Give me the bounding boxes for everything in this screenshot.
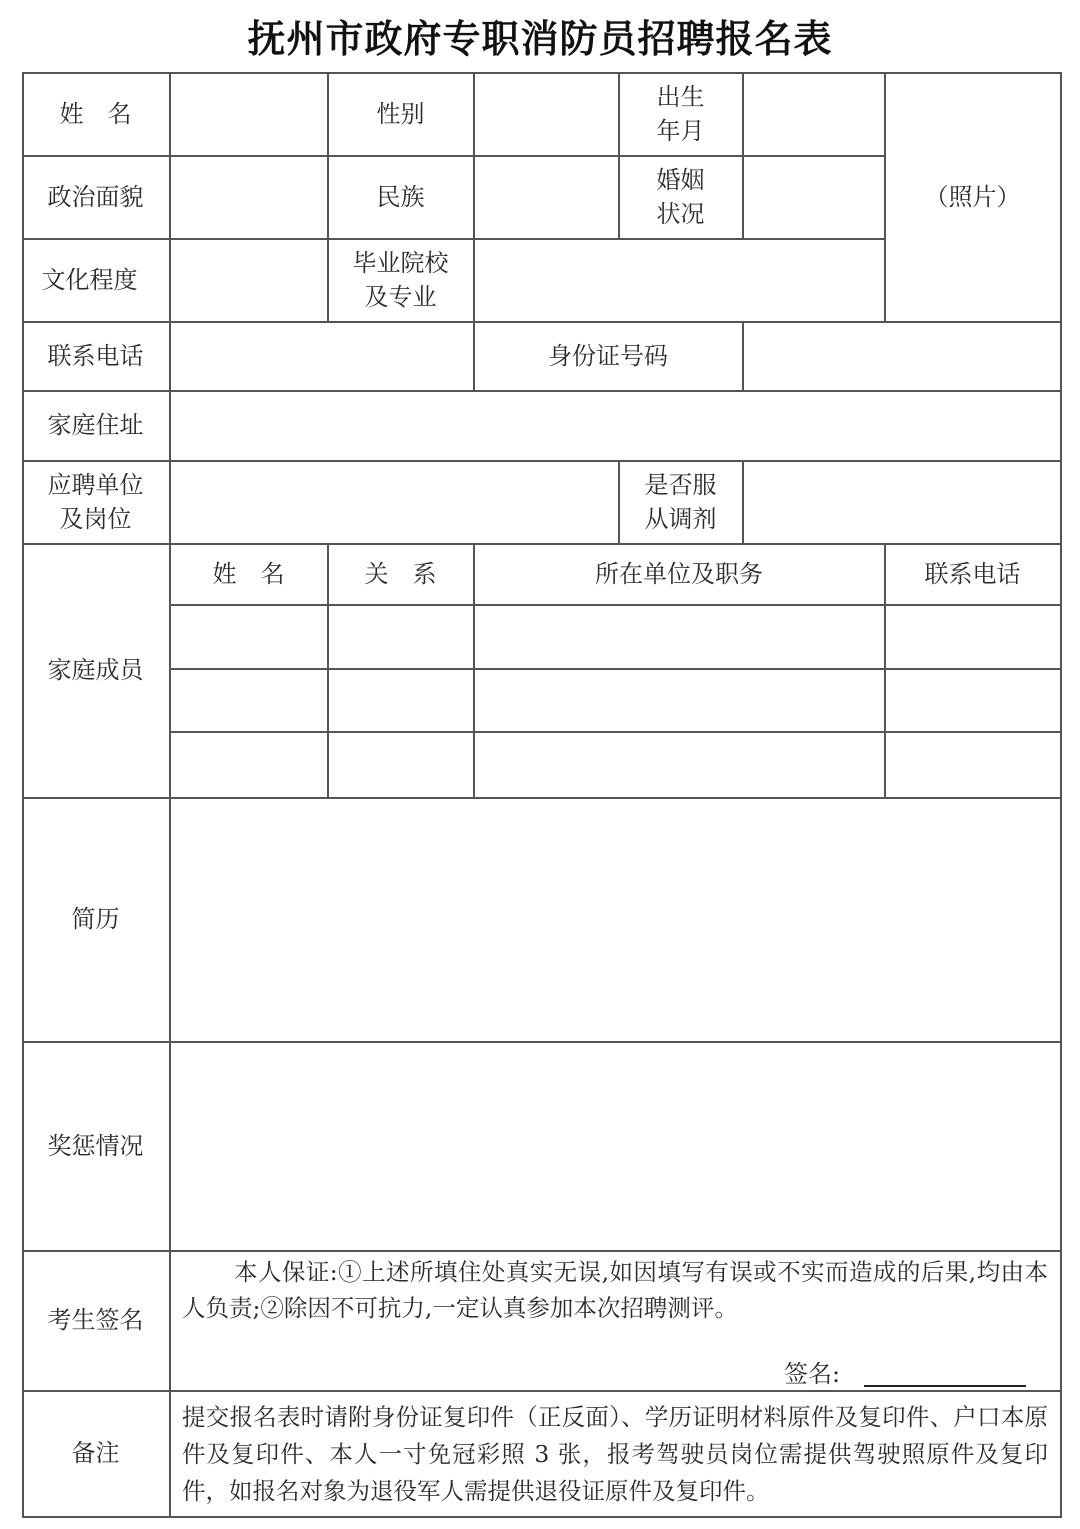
- field-birth[interactable]: [743, 72, 884, 155]
- label-id-number: 身份证号码: [548, 341, 668, 370]
- family-row-2-phone[interactable]: [885, 669, 1060, 731]
- family-header-work: 所在单位及职务: [595, 559, 763, 588]
- family-header-relation: 关 系: [364, 559, 437, 588]
- family-row-1-name[interactable]: [170, 605, 327, 668]
- label-resume: 简历: [71, 905, 120, 933]
- family-row-2-relation[interactable]: [328, 669, 473, 731]
- label-remarks: 备注: [71, 1439, 120, 1467]
- label-marital: 婚姻 状况: [656, 165, 705, 228]
- field-marital[interactable]: [743, 155, 884, 238]
- label-birth: 出生 年月: [656, 82, 705, 145]
- label-ethnicity: 民族: [376, 182, 425, 211]
- field-id-number[interactable]: [743, 321, 1060, 390]
- label-school: 毕业院校 及专业: [352, 248, 449, 311]
- label-name: 姓 名: [59, 99, 132, 128]
- label-address: 家庭住址: [47, 411, 144, 439]
- family-row-3-relation[interactable]: [328, 732, 473, 797]
- field-name[interactable]: [170, 72, 327, 155]
- field-obey[interactable]: [743, 460, 1060, 543]
- field-resume[interactable]: [170, 797, 1060, 1041]
- family-row-3-name[interactable]: [170, 732, 327, 797]
- label-position: 应聘单位 及岗位: [47, 470, 144, 533]
- family-header-phone: 联系电话: [924, 559, 1021, 588]
- photo-box: （照片）: [924, 182, 1021, 211]
- family-header-name: 姓 名: [212, 559, 285, 588]
- signature-line[interactable]: [864, 1385, 1026, 1387]
- family-row-3-phone[interactable]: [885, 732, 1060, 797]
- field-education[interactable]: [170, 238, 327, 321]
- label-gender: 性别: [376, 99, 425, 128]
- sign-label: 签名:: [784, 1360, 841, 1388]
- family-row-2-work[interactable]: [474, 669, 884, 731]
- family-row-1-work[interactable]: [474, 605, 884, 668]
- field-ethnicity[interactable]: [474, 155, 618, 238]
- label-family: 家庭成员: [47, 656, 144, 684]
- field-address[interactable]: [170, 390, 1060, 460]
- pledge-text: 本人保证:①上述所填住处真实无误,如因填写有误或不实而造成的后果,均由本人负责;②除因不可抗力,一定认真参加本次招聘测评。: [182, 1258, 1048, 1322]
- label-phone: 联系电话: [47, 341, 144, 370]
- registration-form-table: [22, 72, 1062, 1518]
- field-phone[interactable]: [170, 321, 473, 390]
- field-school[interactable]: [474, 238, 884, 321]
- label-political: 政治面貌: [47, 182, 144, 211]
- field-position[interactable]: [170, 460, 618, 543]
- family-row-1-relation[interactable]: [328, 605, 473, 668]
- label-education: 文化程度: [41, 265, 138, 294]
- family-row-3-work[interactable]: [474, 732, 884, 797]
- family-row-1-phone[interactable]: [885, 605, 1060, 668]
- label-rewards: 奖惩情况: [47, 1131, 144, 1160]
- field-rewards[interactable]: [170, 1041, 1060, 1250]
- field-gender[interactable]: [474, 72, 618, 155]
- form-title: 抚州市政府专职消防员招聘报名表: [247, 16, 833, 61]
- label-obey: 是否服 从调剂: [644, 470, 717, 533]
- label-signature: 考生签名: [47, 1306, 144, 1334]
- field-political[interactable]: [170, 155, 327, 238]
- remarks-text: 提交报名表时请附身份证复印件（正反面）、学历证明材料原件及复印件、户口本原件及复印件、本人一寸免冠彩照 3 张，报考驾驶员岗位需提供驾驶照原件及复印件，如报名对象为退役军人需提供退役证原件及复印件。: [182, 1403, 1048, 1505]
- family-row-2-name[interactable]: [170, 669, 327, 731]
